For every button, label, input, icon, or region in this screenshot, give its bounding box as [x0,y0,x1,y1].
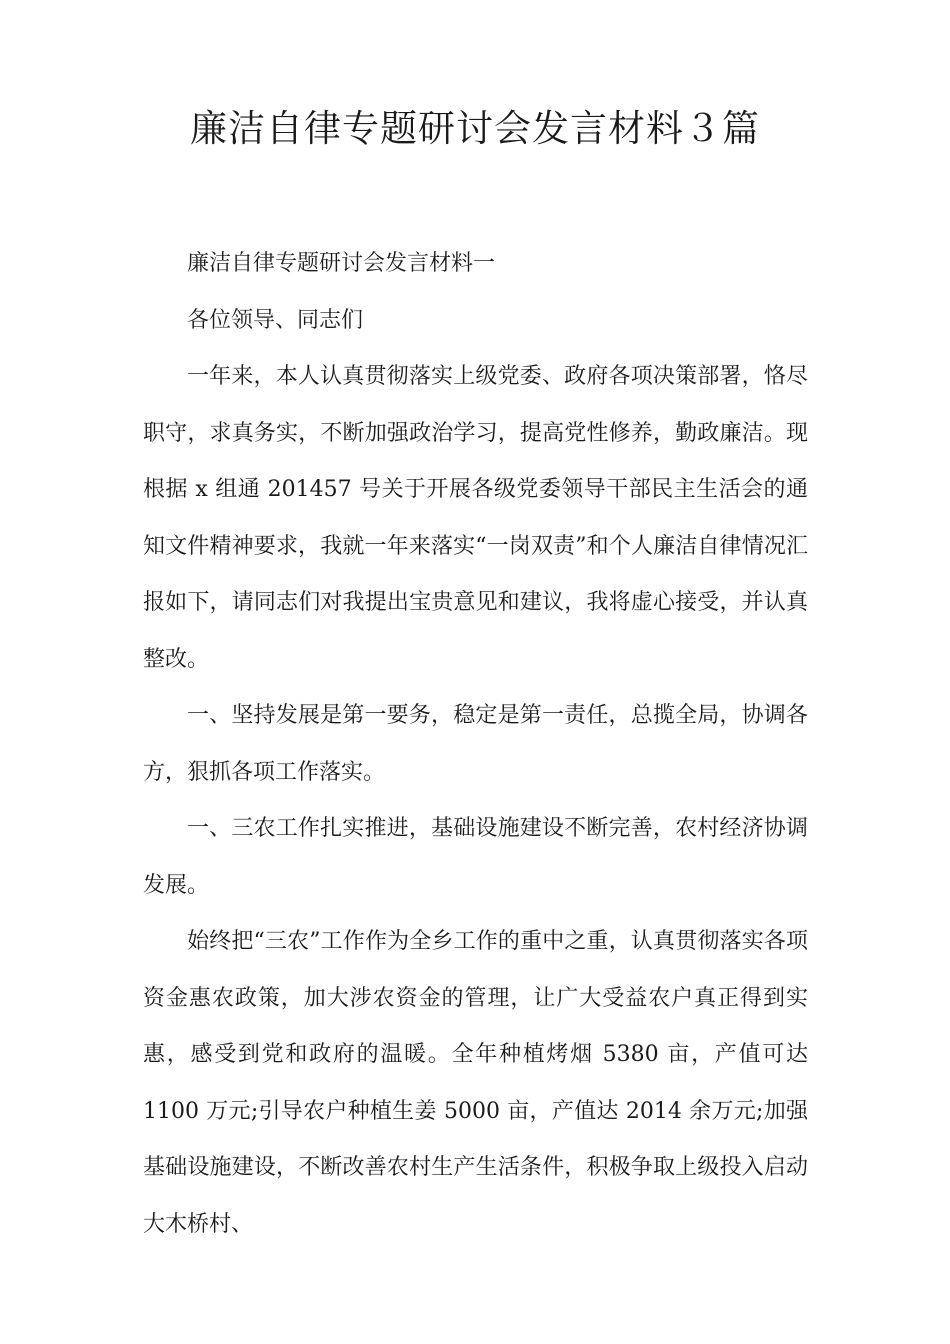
paragraph-body: 始终把“三农”工作作为全乡工作的重中之重，认真贯彻落实各项资金惠农政策，加大涉农资金的管理，让广大受益农户真正得到实惠，感受到党和政府的温暖。全年种植烤烟 5380 亩，产值可达 1100 万元;引导农户种植生姜 5000 亩，产值达 2014 余万元;加强基础设施建设，不断改善农村生产生活条件，积极争取上级投入启动大木桥村、 [143,929,808,1237]
paragraph-heading-2: 一、三农工作扎实推进，基础设施建设不断完善，农村经济协调发展。 [143,816,808,898]
document-title: 廉洁自律专题研讨会发言材料３篇 [190,107,760,150]
paragraph-heading-1: 一、坚持发展是第一要务，稳定是第一责任，总揽全局，协调各方，狠抓各项工作落实。 [143,703,808,785]
paragraph-subtitle: 廉洁自律专题研讨会发言材料一 [187,251,496,276]
paragraph-salutation: 各位领导、同志们 [187,307,364,333]
paragraph-intro: 一年来，本人认真贯彻落实上级党委、政府各项决策部署，恪尽职守，求真务实，不断加强政治学习，提高党性修养，勤政廉洁。现根据 x 组通 201457 号关于开展各级党委领导干部民主生活会的通知文件精神要求，我就一年来落实“一岗双责”和个人廉洁自律情况汇报如下，请同志们对我提出宝贵意见和建议，我将虚心接受，并认真整改。 [143,364,808,672]
document-body [143,236,808,1253]
